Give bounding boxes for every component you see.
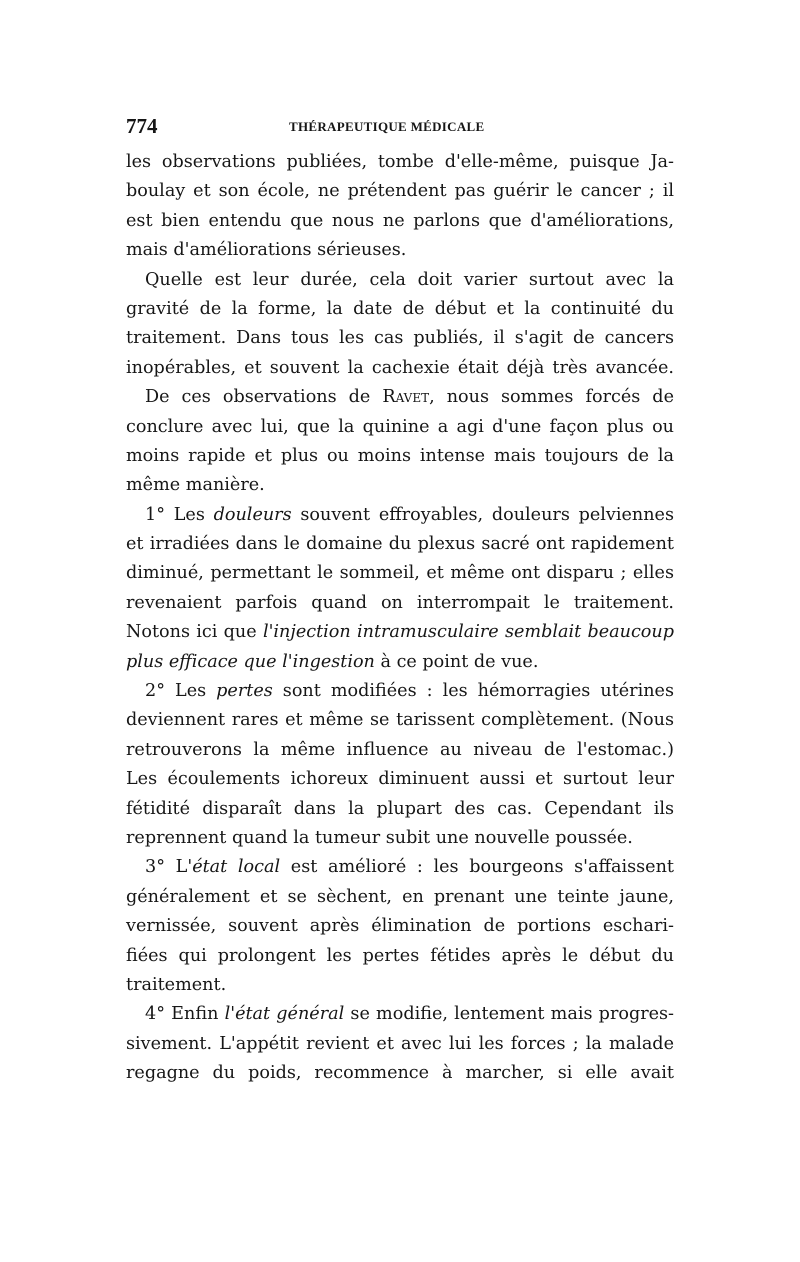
text-line	[126, 383, 674, 412]
text-line: regagne du poids, recommence à marcher, si elle avait	[126, 1063, 674, 1084]
text-line: mais d'améliorations sérieuses.	[126, 240, 407, 261]
italic-term: l'état général	[224, 1004, 345, 1025]
text-run: 1° Les	[145, 504, 214, 525]
text-line: sivement. L'appétit revient et avec lui les forces ; la malade	[126, 1033, 674, 1054]
paragraph-7	[126, 1000, 674, 1088]
text-line	[126, 1000, 674, 1029]
text-line: retrouverons la même influence au niveau de l'estomac.)	[126, 739, 674, 760]
text-run: 4° Enfin	[145, 1004, 225, 1025]
italic-term: plus efficace que l'ingestion	[126, 651, 375, 672]
text-run: se modifie, lentement mais progres-	[344, 1004, 675, 1025]
text-line	[126, 648, 674, 677]
text-line: inopérables, et souvent la cachexie était déjà très avancée.	[126, 357, 674, 378]
text-line: fiées qui prolongent les pertes fétides après le début du	[126, 945, 674, 966]
text-line	[126, 677, 674, 706]
text-line: revenaient parfois quand on interrompait le traitement.	[126, 592, 674, 613]
author-name: Ravet	[382, 387, 430, 408]
text-run: sont modifiées : les hémorragies utérines	[272, 681, 674, 702]
italic-term: douleurs	[213, 504, 292, 525]
paragraph-3	[126, 383, 674, 501]
text-line: Les écoulements ichoreux diminuent aussi et surtout leur	[126, 769, 674, 790]
text-run: est amélioré : les bourgeons s'affaissent	[280, 857, 674, 878]
text-line: traitement.	[126, 974, 227, 995]
text-line: généralement et se sèchent, en prenant une teinte jaune,	[126, 886, 674, 907]
text-line	[126, 853, 674, 882]
paragraph-2	[126, 266, 674, 384]
text-line: moins rapide et plus ou moins intense mais toujours de la	[126, 445, 674, 466]
italic-term: état local	[192, 857, 281, 878]
text-run: Notons ici que	[126, 622, 263, 643]
paragraph-1	[126, 148, 674, 266]
text-line: boulay et son école, ne prétendent pas guérir le cancer ; il	[126, 181, 674, 202]
running-head: THÉRAPEUTIQUE MÉDICALE	[289, 119, 485, 134]
text-line: vernissée, souvent après élimination de portions eschari-	[126, 916, 674, 937]
text-line: est bien entendu que nous ne parlons que d'améliorations,	[126, 210, 674, 231]
text-run: à ce point de vue.	[374, 651, 539, 672]
text-line: fétidité disparaît dans la plupart des cas. Cependant ils	[126, 798, 674, 819]
text-line: même manière.	[126, 475, 265, 496]
paragraph-5	[126, 677, 674, 853]
text-run: , nous sommes forcés de	[429, 387, 674, 408]
text-line: deviennent rares et même se tarissent complètement. (Nous	[126, 710, 674, 731]
body-text	[126, 148, 674, 1089]
text-line	[126, 618, 674, 647]
paragraph-4	[126, 501, 674, 677]
text-line: diminué, permettant le sommeil, et même ont disparu ; elles	[126, 563, 674, 584]
text-run: souvent effroyables, douleurs pelviennes	[291, 504, 674, 525]
text-line	[126, 501, 674, 530]
text-run: De ces observations de	[145, 387, 383, 408]
page-header	[126, 114, 674, 138]
italic-term: pertes	[216, 681, 273, 702]
paragraph-6	[126, 853, 674, 1000]
text-line: gravité de la forme, la date de début et la continuité du	[126, 298, 674, 319]
text-line: reprennent quand la tumeur subit une nouvelle poussée.	[126, 827, 633, 848]
text-line: les observations publiées, tombe d'elle-même, puisque Ja-	[126, 152, 674, 172]
text-line: conclure avec lui, que la quinine a agi d'une façon plus ou	[126, 416, 674, 437]
page-number: 774	[126, 114, 158, 138]
text-run: 3° L'	[145, 857, 193, 878]
italic-term: l'injection intramusculaire semblait beaucoup	[262, 622, 674, 643]
text-line: traitement. Dans tous les cas publiés, il s'agit de cancers	[126, 328, 674, 349]
text-run: 2° Les	[145, 681, 217, 702]
text-line: Quelle est leur durée, cela doit varier surtout avec la	[145, 269, 674, 290]
text-line: et irradiées dans le domaine du plexus sacré ont rapidement	[126, 534, 674, 555]
